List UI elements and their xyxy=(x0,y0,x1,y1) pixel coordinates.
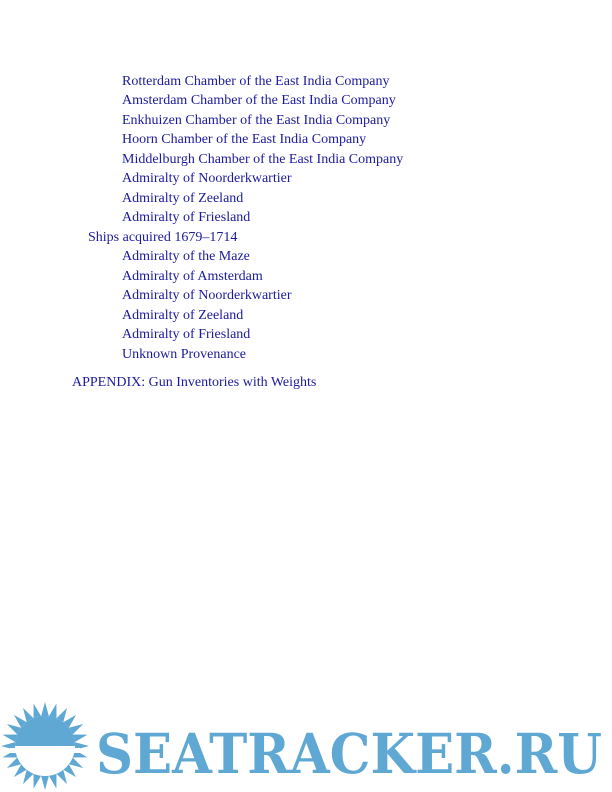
toc-entry-hoorn-chamber[interactable]: Hoorn Chamber of the East India Company xyxy=(122,132,367,147)
watermark-text: SEATRACKER.RU xyxy=(96,721,602,786)
toc-entry-admiralty-zeeland-2[interactable]: Admiralty of Zeeland xyxy=(122,308,244,323)
toc-entry-admiralty-noorderkwartier[interactable]: Admiralty of Noorderkwartier xyxy=(122,171,292,186)
toc-entry-enkhuizen-chamber[interactable]: Enkhuizen Chamber of the East India Company xyxy=(122,113,391,128)
sun-icon xyxy=(1,702,89,790)
toc-entry-unknown-provenance[interactable]: Unknown Provenance xyxy=(122,347,247,362)
toc-section-ships-acquired[interactable]: Ships acquired 1679–1714 xyxy=(88,230,238,245)
toc-entry-middelburgh-chamber[interactable]: Middelburgh Chamber of the East India Company xyxy=(122,152,404,167)
toc-appendix[interactable]: APPENDIX: Gun Inventories with Weights xyxy=(72,375,317,390)
toc-entry-amsterdam-chamber[interactable]: Amsterdam Chamber of the East India Company xyxy=(122,93,396,108)
toc-entry-admiralty-zeeland[interactable]: Admiralty of Zeeland xyxy=(122,191,244,206)
toc-entry-admiralty-noorderkwartier-2[interactable]: Admiralty of Noorderkwartier xyxy=(122,288,292,303)
toc-entry-admiralty-friesland-2[interactable]: Admiralty of Friesland xyxy=(122,327,251,342)
seatracker-watermark xyxy=(0,700,612,792)
toc-entry-admiralty-maze[interactable]: Admiralty of the Maze xyxy=(122,249,250,264)
toc-entry-admiralty-friesland[interactable]: Admiralty of Friesland xyxy=(122,210,251,225)
toc-entry-rotterdam-chamber[interactable]: Rotterdam Chamber of the East India Company xyxy=(122,74,390,89)
toc-entry-admiralty-amsterdam[interactable]: Admiralty of Amsterdam xyxy=(122,269,263,284)
